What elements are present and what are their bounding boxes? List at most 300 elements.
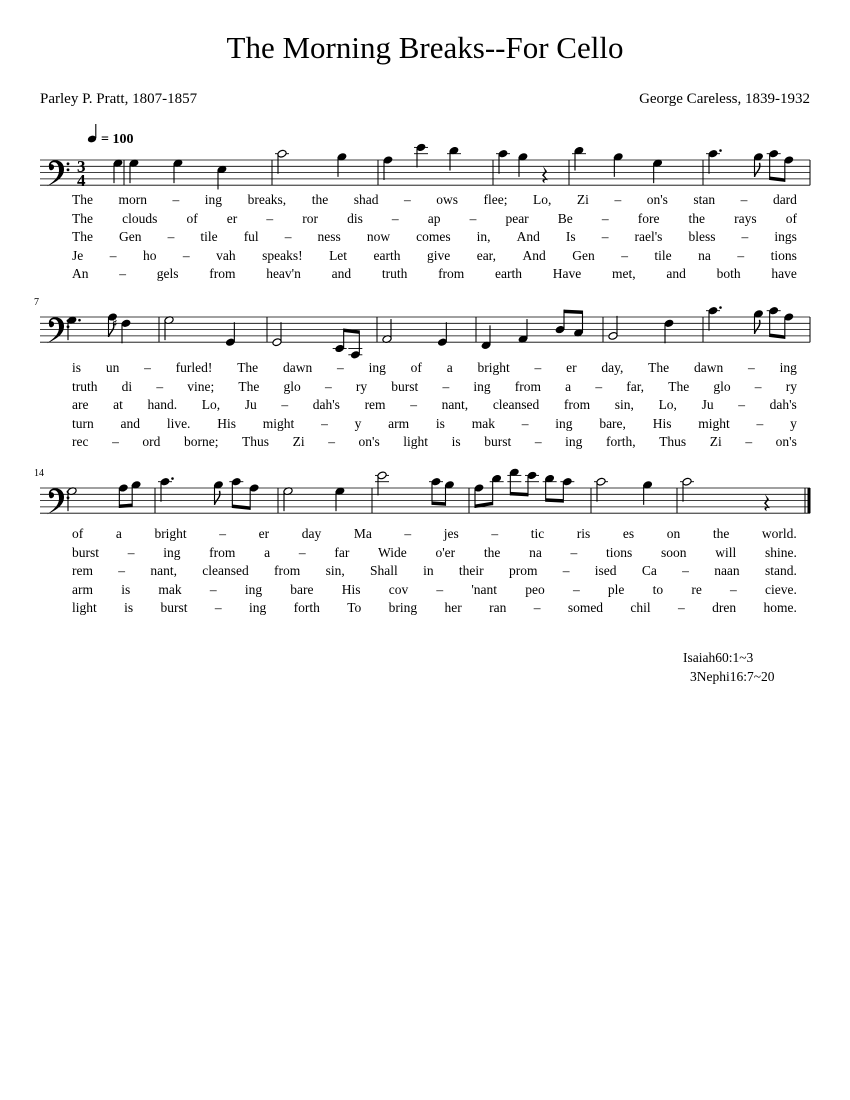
syllable-hyphen: – bbox=[109, 247, 117, 263]
lyric-syllable: His bbox=[341, 581, 361, 597]
beam bbox=[432, 501, 446, 505]
syllable-hyphen: – bbox=[118, 563, 126, 578]
lyric-syllable: on's bbox=[358, 434, 380, 449]
lyric-syllable: flee; bbox=[483, 192, 508, 207]
lyric-syllable: ris bbox=[576, 526, 591, 541]
lyric-syllable: dard bbox=[772, 192, 797, 207]
lyric-syllable: is bbox=[451, 434, 461, 449]
beam bbox=[770, 334, 785, 339]
syllable-hyphen: – bbox=[214, 600, 222, 615]
tempo-marking bbox=[87, 124, 134, 147]
lyric-syllable: An bbox=[72, 266, 89, 281]
lyric-syllable: sin, bbox=[325, 563, 345, 578]
syllable-hyphen: – bbox=[748, 360, 755, 375]
lyric-syllable: from bbox=[563, 397, 591, 412]
lyric-syllable: cleansed bbox=[202, 563, 249, 578]
lyric-syllable: live. bbox=[166, 415, 191, 431]
lyric-syllable: rays bbox=[734, 210, 757, 226]
lyric-syllable: bare bbox=[290, 581, 314, 597]
lyric-syllable: light bbox=[403, 434, 429, 449]
lyric-syllable: And bbox=[522, 247, 546, 263]
syllable-hyphen: – bbox=[403, 192, 411, 207]
lyric-syllable: glo bbox=[283, 378, 301, 394]
lyric-syllable: burst bbox=[160, 600, 188, 615]
lyric-syllable: speaks! bbox=[262, 247, 303, 263]
lyric-syllable: er bbox=[258, 526, 270, 541]
syllable-hyphen: – bbox=[281, 397, 289, 412]
lyric-syllable: jes bbox=[443, 526, 459, 541]
lyric-verse-3 bbox=[72, 397, 797, 413]
lyric-syllable: bring bbox=[388, 600, 418, 615]
augmentation-dot bbox=[719, 306, 722, 309]
lyric-syllable: nant, bbox=[441, 397, 469, 412]
lyric-syllable: gels bbox=[156, 266, 179, 281]
lyric-syllable: from bbox=[209, 266, 236, 281]
staff-system bbox=[40, 143, 810, 190]
lyric-verse-4 bbox=[72, 582, 797, 598]
lyric-syllable: furled! bbox=[175, 360, 213, 375]
lyric-syllable: naan bbox=[714, 563, 740, 578]
syllable-hyphen: – bbox=[595, 378, 603, 394]
lyric-syllable: ful bbox=[243, 229, 259, 244]
syllable-hyphen: – bbox=[469, 210, 477, 226]
lyric-syllable: tions bbox=[606, 544, 633, 560]
lyric-verse-1 bbox=[72, 360, 797, 376]
bass-clef-dot bbox=[67, 162, 70, 165]
poet-credit: Parley P. Pratt, 1807-1857 bbox=[40, 91, 198, 107]
lyric-syllable: the bbox=[712, 526, 730, 541]
lyric-syllable: forth bbox=[293, 600, 320, 615]
syllable-hyphen: – bbox=[614, 192, 622, 207]
augmentation-dot bbox=[171, 477, 174, 480]
lyric-syllable: ised bbox=[594, 563, 617, 578]
syllable-hyphen: – bbox=[562, 563, 570, 578]
lyric-syllable: The bbox=[237, 360, 259, 375]
lyric-syllable: world. bbox=[761, 526, 797, 541]
lyric-syllable: ho bbox=[142, 247, 157, 263]
lyric-syllable: ing bbox=[368, 360, 386, 375]
lyric-syllable: both bbox=[716, 266, 741, 281]
lyric-syllable: vah bbox=[216, 247, 236, 263]
lyric-syllable: dawn bbox=[693, 360, 724, 375]
lyric-syllable: her bbox=[444, 600, 462, 615]
lyric-syllable: have bbox=[771, 266, 797, 281]
quarter-rest-icon bbox=[542, 166, 548, 183]
quarter-rest-icon bbox=[764, 494, 770, 511]
syllable-hyphen: – bbox=[167, 229, 175, 244]
lyric-syllable: arm bbox=[388, 415, 410, 431]
syllable-hyphen: – bbox=[601, 229, 609, 244]
lyric-syllable: His bbox=[217, 415, 236, 431]
lyric-syllable: 'nant bbox=[471, 581, 498, 597]
lyric-syllable: on's bbox=[646, 192, 668, 207]
lyric-syllable: The bbox=[668, 378, 690, 394]
lyric-syllable: ows bbox=[436, 192, 459, 207]
lyric-syllable: is bbox=[72, 360, 82, 375]
lyric-syllable: Is bbox=[565, 229, 576, 244]
syllable-hyphen: – bbox=[324, 378, 332, 394]
lyric-syllable: the bbox=[483, 544, 501, 560]
lyric-syllable: of bbox=[186, 210, 198, 226]
lyric-syllable: di bbox=[121, 378, 133, 394]
lyric-syllable: mak bbox=[158, 581, 182, 597]
lyric-syllable: ing bbox=[248, 600, 267, 615]
final-barline bbox=[808, 488, 811, 513]
lyric-syllable: ry bbox=[355, 378, 368, 394]
beam bbox=[232, 505, 250, 510]
lyric-syllable: burst bbox=[72, 544, 99, 560]
syllable-hyphen: – bbox=[298, 544, 306, 560]
lyric-syllable: ear, bbox=[476, 247, 497, 263]
syllable-hyphen: – bbox=[404, 526, 412, 541]
syllable-hyphen: – bbox=[436, 581, 444, 597]
lyric-syllable: cov bbox=[388, 581, 409, 597]
lyric-syllable: and bbox=[666, 266, 686, 281]
syllable-hyphen: – bbox=[337, 360, 344, 375]
lyric-syllable: shine. bbox=[764, 544, 797, 560]
lyric-syllable: of bbox=[72, 526, 84, 541]
lyric-syllable: bright bbox=[477, 360, 510, 375]
lyric-syllable: bright bbox=[154, 526, 187, 541]
bass-clef-icon bbox=[47, 317, 64, 343]
lyric-syllable: truth bbox=[381, 266, 408, 281]
lyric-syllable: cieve. bbox=[764, 581, 797, 597]
lyric-syllable: light bbox=[72, 600, 97, 615]
syllable-hyphen: – bbox=[741, 229, 749, 244]
lyric-syllable: cleansed bbox=[492, 397, 540, 412]
beam bbox=[564, 310, 583, 314]
lyric-syllable: from bbox=[438, 266, 465, 281]
lyric-syllable: dah's bbox=[312, 397, 340, 412]
lyric-syllable: tic bbox=[530, 526, 545, 541]
lyric-syllable: from bbox=[209, 544, 236, 560]
lyric-syllable: a bbox=[565, 378, 572, 394]
lyric-syllable: Have bbox=[552, 266, 582, 281]
lyric-syllable: from bbox=[514, 378, 542, 394]
lyric-syllable: give bbox=[426, 247, 451, 263]
measure-number: 7 bbox=[34, 297, 39, 308]
lyric-syllable: mak bbox=[471, 415, 495, 431]
lyric-syllable: ing bbox=[555, 415, 573, 431]
lyric-syllable: ple bbox=[607, 581, 625, 597]
lyric-syllable: Shall bbox=[370, 563, 398, 578]
tempo-value: = 100 bbox=[101, 132, 134, 147]
lyric-syllable: re bbox=[691, 581, 702, 597]
syllable-hyphen: – bbox=[112, 434, 119, 449]
lyric-syllable: vine; bbox=[187, 378, 215, 394]
lyric-syllable: ry bbox=[785, 378, 797, 394]
syllable-hyphen: – bbox=[621, 247, 628, 263]
lyric-verse-3 bbox=[72, 563, 797, 579]
lyric-syllable: earth bbox=[495, 266, 523, 281]
lyric-syllable: earth bbox=[373, 247, 401, 263]
syllable-hyphen: – bbox=[172, 192, 180, 207]
scripture-reference: Isaiah60:1~3 bbox=[683, 650, 754, 665]
lyric-syllable: heav'n bbox=[266, 266, 301, 281]
lyric-syllable: rec bbox=[72, 434, 89, 449]
lyric-verse-1 bbox=[72, 526, 797, 542]
lyric-syllable: clouds bbox=[122, 210, 158, 226]
lyric-syllable: And bbox=[516, 229, 540, 244]
lyric-verse-3 bbox=[72, 229, 797, 245]
lyric-syllable: glo bbox=[713, 378, 731, 394]
lyric-syllable: might bbox=[262, 415, 295, 431]
lyric-syllable: stand. bbox=[764, 563, 797, 578]
syllable-hyphen: – bbox=[601, 210, 609, 226]
lyric-syllable: The bbox=[238, 378, 260, 394]
augmentation-dot bbox=[78, 319, 81, 322]
lyric-syllable: The bbox=[648, 360, 670, 375]
staff-system bbox=[34, 468, 811, 515]
lyric-syllable: stan bbox=[693, 192, 716, 207]
lyric-syllable: of bbox=[785, 210, 797, 226]
lyric-syllable: pear bbox=[505, 210, 529, 226]
lyric-syllable: the bbox=[688, 210, 706, 226]
sharp-icon: ♯ bbox=[112, 316, 118, 331]
syllable-hyphen: – bbox=[534, 360, 542, 375]
syllable-hyphen: – bbox=[410, 397, 417, 412]
measure-number: 14 bbox=[34, 468, 44, 479]
lyric-syllable: home. bbox=[763, 600, 797, 615]
lyric-syllable: Lo, bbox=[201, 397, 221, 412]
lyric-syllable: breaks, bbox=[247, 192, 287, 207]
syllable-hyphen: – bbox=[328, 434, 335, 449]
lyric-syllable: will bbox=[715, 544, 737, 560]
lyric-syllable: Zi bbox=[292, 434, 305, 449]
syllable-hyphen: – bbox=[156, 378, 164, 394]
syllable-hyphen: – bbox=[740, 192, 748, 207]
lyric-syllable: un bbox=[105, 360, 120, 375]
lyric-syllable: bless bbox=[688, 229, 716, 244]
lyric-syllable: er bbox=[226, 210, 238, 226]
lyric-syllable: comes bbox=[416, 229, 451, 244]
syllable-hyphen: – bbox=[521, 415, 529, 431]
lyric-syllable: turn bbox=[72, 415, 94, 431]
lyric-syllable: The bbox=[72, 210, 93, 226]
syllable-hyphen: – bbox=[745, 434, 753, 449]
beam bbox=[546, 498, 564, 502]
eighth-flag bbox=[755, 320, 760, 334]
lyric-syllable: a bbox=[446, 360, 453, 375]
syllable-hyphen: – bbox=[391, 210, 399, 226]
lyric-verse-5 bbox=[72, 266, 797, 282]
lyric-verse-2 bbox=[72, 545, 797, 561]
lyric-syllable: soon bbox=[660, 544, 687, 560]
bass-clef-dot bbox=[67, 168, 70, 171]
bass-clef-icon bbox=[47, 160, 64, 186]
lyric-verse-5 bbox=[72, 600, 797, 616]
lyric-syllable: nant, bbox=[150, 563, 177, 578]
scripture-reference: 3Nephi16:7~20 bbox=[690, 669, 775, 684]
lyric-syllable: Zi bbox=[576, 192, 589, 207]
lyric-syllable: rael's bbox=[634, 229, 663, 244]
lyric-syllable: ror bbox=[302, 210, 318, 226]
syllable-hyphen: – bbox=[321, 415, 328, 431]
syllable-hyphen: – bbox=[127, 544, 135, 560]
lyric-syllable: far, bbox=[626, 378, 645, 394]
lyric-syllable: o'er bbox=[435, 544, 456, 560]
lyric-syllable: peo bbox=[525, 581, 545, 597]
lyric-syllable: day bbox=[301, 526, 322, 541]
lyric-syllable: To bbox=[347, 600, 362, 615]
lyric-syllable: their bbox=[458, 563, 484, 578]
lyric-syllable: and bbox=[120, 415, 141, 431]
syllable-hyphen: – bbox=[738, 397, 745, 412]
lyric-verse-4 bbox=[72, 248, 797, 264]
lyric-syllable: is bbox=[435, 415, 445, 431]
lyric-syllable: dren bbox=[712, 600, 737, 615]
lyric-syllable: in bbox=[423, 563, 434, 578]
syllable-hyphen: – bbox=[491, 526, 499, 541]
lyric-syllable: tile bbox=[654, 247, 672, 263]
lyric-syllable: far bbox=[334, 544, 350, 560]
lyric-syllable: met, bbox=[611, 266, 636, 281]
syllable-hyphen: – bbox=[144, 360, 151, 375]
lyric-syllable: Thus bbox=[659, 434, 687, 449]
syllable-hyphen: – bbox=[534, 434, 542, 449]
lyric-verse-2 bbox=[72, 211, 797, 227]
lyric-syllable: ing bbox=[204, 192, 223, 207]
lyric-syllable: and bbox=[331, 266, 352, 281]
lyric-syllable: somed bbox=[567, 600, 604, 615]
lyric-syllable: Ju bbox=[244, 397, 257, 412]
lyric-syllable: on bbox=[666, 526, 681, 541]
syllable-hyphen: – bbox=[737, 247, 745, 263]
lyric-syllable: rem bbox=[72, 563, 93, 578]
lyric-syllable: at bbox=[113, 397, 123, 412]
syllable-hyphen: – bbox=[730, 581, 737, 597]
beam bbox=[770, 177, 785, 182]
syllable-hyphen: – bbox=[284, 229, 292, 244]
lyric-syllable: dah's bbox=[769, 397, 797, 412]
lyric-syllable: a bbox=[264, 544, 271, 560]
lyric-syllable: ap bbox=[427, 210, 441, 226]
lyric-syllable: His bbox=[652, 415, 672, 431]
syllable-hyphen: – bbox=[678, 600, 685, 615]
syllable-hyphen: – bbox=[682, 563, 689, 578]
lyric-syllable: tions bbox=[770, 247, 797, 263]
lyric-syllable: Lo, bbox=[533, 192, 552, 207]
lyric-syllable: es bbox=[622, 526, 635, 541]
lyric-syllable: burst bbox=[391, 378, 419, 394]
lyric-syllable: Thus bbox=[242, 434, 270, 449]
augmentation-dot bbox=[719, 149, 722, 152]
lyric-syllable: are bbox=[72, 397, 89, 412]
lyric-syllable: to bbox=[652, 581, 664, 597]
staff-system bbox=[34, 297, 810, 359]
lyric-syllable: The bbox=[72, 229, 93, 244]
lyric-syllable: is bbox=[124, 600, 134, 615]
beam bbox=[119, 504, 132, 508]
time-signature-top: 3 bbox=[77, 157, 86, 177]
lyric-syllable: the bbox=[311, 192, 329, 207]
lyric-syllable: is bbox=[121, 581, 131, 597]
syllable-hyphen: – bbox=[754, 378, 762, 394]
lyric-syllable: Lo, bbox=[658, 397, 677, 412]
syllable-hyphen: – bbox=[572, 581, 580, 597]
lyric-syllable: Zi bbox=[709, 434, 722, 449]
lyric-syllable: ran bbox=[489, 600, 507, 615]
beam bbox=[510, 492, 528, 496]
syllable-hyphen: – bbox=[756, 415, 764, 431]
syllable-hyphen: – bbox=[209, 581, 217, 597]
lyric-syllable: ings bbox=[774, 229, 797, 244]
lyric-syllable: in, bbox=[476, 229, 491, 244]
lyric-syllable: Je bbox=[72, 247, 84, 263]
syllable-hyphen: – bbox=[266, 210, 274, 226]
lyric-syllable: ing bbox=[779, 360, 797, 375]
lyric-syllable: ord bbox=[142, 434, 161, 449]
syllable-hyphen: – bbox=[219, 526, 227, 541]
lyric-syllable: sin, bbox=[614, 397, 634, 412]
lyric-syllable: er bbox=[566, 360, 577, 375]
lyric-syllable: ing bbox=[473, 378, 491, 394]
bass-clef-icon bbox=[47, 488, 64, 514]
lyric-syllable: morn bbox=[118, 192, 148, 207]
lyric-verse-2 bbox=[72, 379, 797, 395]
lyric-syllable: Be bbox=[557, 210, 573, 226]
lyric-syllable: on's bbox=[775, 434, 797, 449]
lyric-syllable: of bbox=[410, 360, 422, 375]
syllable-hyphen: – bbox=[570, 544, 578, 560]
lyric-syllable: Let bbox=[329, 247, 348, 263]
syllable-hyphen: – bbox=[442, 378, 450, 394]
lyric-syllable: forth, bbox=[605, 434, 636, 449]
syllable-hyphen: – bbox=[119, 266, 126, 281]
lyric-syllable: now bbox=[366, 229, 391, 244]
lyric-syllable: na bbox=[529, 544, 542, 560]
lyric-syllable: day, bbox=[601, 360, 624, 375]
lyric-syllable: fore bbox=[637, 210, 660, 226]
lyric-syllable: y bbox=[790, 415, 797, 431]
lyric-verse-5 bbox=[72, 434, 797, 450]
lyric-syllable: ing bbox=[565, 434, 583, 449]
lyric-verse-4 bbox=[72, 416, 797, 432]
lyric-syllable: ness bbox=[317, 229, 341, 244]
lyric-syllable: ing bbox=[163, 544, 181, 560]
lyric-syllable: dawn bbox=[282, 360, 313, 375]
lyric-syllable: from bbox=[274, 563, 301, 578]
lyric-syllable: Ma bbox=[353, 526, 372, 541]
lyric-syllable: arm bbox=[72, 581, 93, 597]
composer-credit: George Careless, 1839-1932 bbox=[639, 91, 810, 107]
lyric-syllable: dis bbox=[347, 210, 363, 226]
lyric-syllable: a bbox=[115, 526, 122, 541]
lyric-syllable: rem bbox=[364, 397, 386, 412]
lyric-syllable: Ca bbox=[641, 563, 657, 578]
lyric-syllable: might bbox=[698, 415, 730, 431]
lyric-syllable: truth bbox=[72, 378, 98, 394]
eighth-flag bbox=[755, 163, 760, 177]
lyric-syllable: The bbox=[72, 192, 93, 207]
lyric-syllable: prom bbox=[508, 563, 538, 578]
lyric-syllable: bare, bbox=[599, 415, 626, 431]
syllable-hyphen: – bbox=[533, 600, 541, 615]
lyric-syllable: Ju bbox=[701, 397, 714, 412]
lyric-syllable: chil bbox=[630, 600, 651, 615]
time-signature-bottom: 4 bbox=[77, 171, 86, 191]
lyric-syllable: borne; bbox=[183, 434, 219, 449]
lyric-syllable: Gen bbox=[119, 229, 142, 244]
lyric-syllable: Wide bbox=[378, 544, 407, 560]
syllable-hyphen: – bbox=[182, 247, 190, 263]
lyric-syllable: burst bbox=[484, 434, 512, 449]
lyric-syllable: ing bbox=[244, 581, 263, 597]
lyric-syllable: y bbox=[354, 415, 362, 431]
lyric-syllable: tile bbox=[200, 229, 218, 244]
lyric-syllable: shad bbox=[353, 192, 379, 207]
score-title: The Morning Breaks--For Cello bbox=[226, 30, 624, 65]
